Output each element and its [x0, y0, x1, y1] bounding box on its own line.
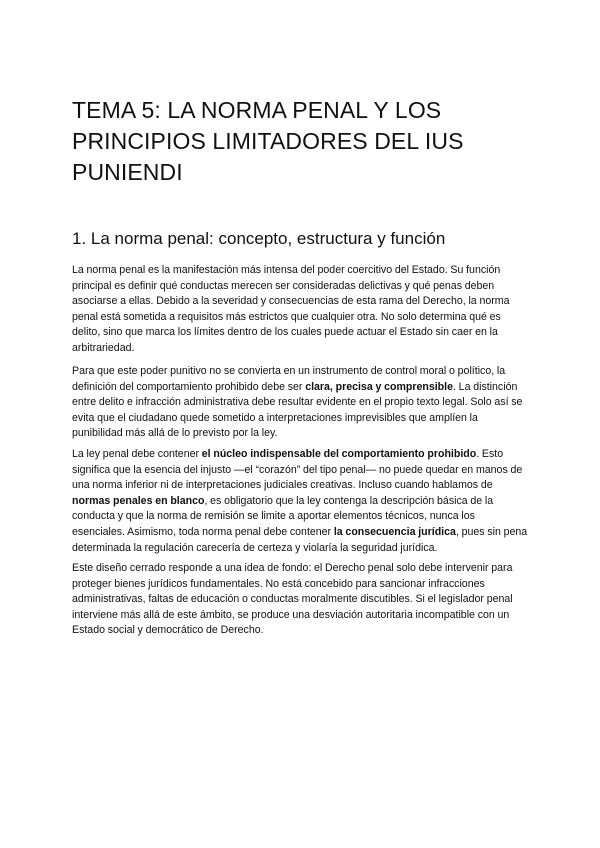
paragraph-text: Este diseño cerrado responde a una idea de fondo: el Derecho penal solo debe intervenir para proteger bienes jurídicos fundamentales. No está concebido para sancionar infracciones administrativas, faltas de educación o conductas moralmente discutibles. Si el legislador penal interviene más allá de este ámbito, se produce una desviación autoritaria incompatible con un Estado social y democrático de Derecho.: [72, 562, 513, 637]
bold-emphasis: clara, precisa y comprensible: [305, 380, 453, 393]
bold-emphasis: la consecuencia jurídica: [333, 525, 456, 538]
paragraph-text: , pues sin pena determinada la regulación carecería de certeza y violaría la seguridad jurídica.: [72, 525, 528, 554]
paragraph-text: Para que este poder punitivo no se convierta en un instrumento de control moral o político, la definición del comportamiento prohibido debe ser: [72, 365, 506, 393]
paragraph-4: [72, 561, 528, 639]
paragraph-2: [72, 364, 528, 442]
section-heading: 1. La norma penal: concepto, estructura y función: [72, 229, 446, 248]
document-title: TEMA 5: LA NORMA PENAL Y LOS PRINCIPIOS LIMITADORES DEL IUS PUNIENDI: [72, 97, 464, 185]
paragraph-text: . La distinción entre delito e infracción administrativa debe resultar evidente en el propio texto legal. Solo así se evita que el ciudadano quede sometido a interpretaciones imprevisibles que amplíen la punibilidad más allá de lo previsto por la ley.: [72, 380, 523, 440]
paragraph-text: La ley penal debe contener: [72, 448, 202, 460]
paragraph-text: , es obligatorio que la ley contenga la descripción básica de la conducta y que la norma de remisión se limite a aportar elementos técnicos, nunca los esenciales. Asimismo, toda norma penal debe contener: [72, 494, 494, 538]
paragraph-1: [72, 263, 528, 357]
paragraph-text: La norma penal es la manifestación más intensa del poder coercitivo del Estado. Su función principal es definir qué conductas merecen ser consideradas delictivas y qué penas deben asociarse a ellas. Debido a la severidad y consecuencias de esta rama del Derecho, la norma penal está sometida a requisitos más estrictos que cualquier otra. No solo determina qué es delito, sino que marca los límites dentro de los cuales puede actuar el Estado sin caer en la arbitrariedad.: [72, 264, 510, 354]
bold-emphasis: el núcleo indispensable del comportamiento prohibido: [201, 448, 477, 460]
paragraph-3: [72, 447, 528, 556]
bold-emphasis: normas penales en blanco: [72, 494, 205, 507]
paragraph-text: . Esto significa que la esencia del injusto —el “corazón” del tipo penal— no puede quedar en manos de una norma inferior ni de interpretaciones judiciales creativas. Incluso cuando hablamos de: [72, 448, 523, 492]
